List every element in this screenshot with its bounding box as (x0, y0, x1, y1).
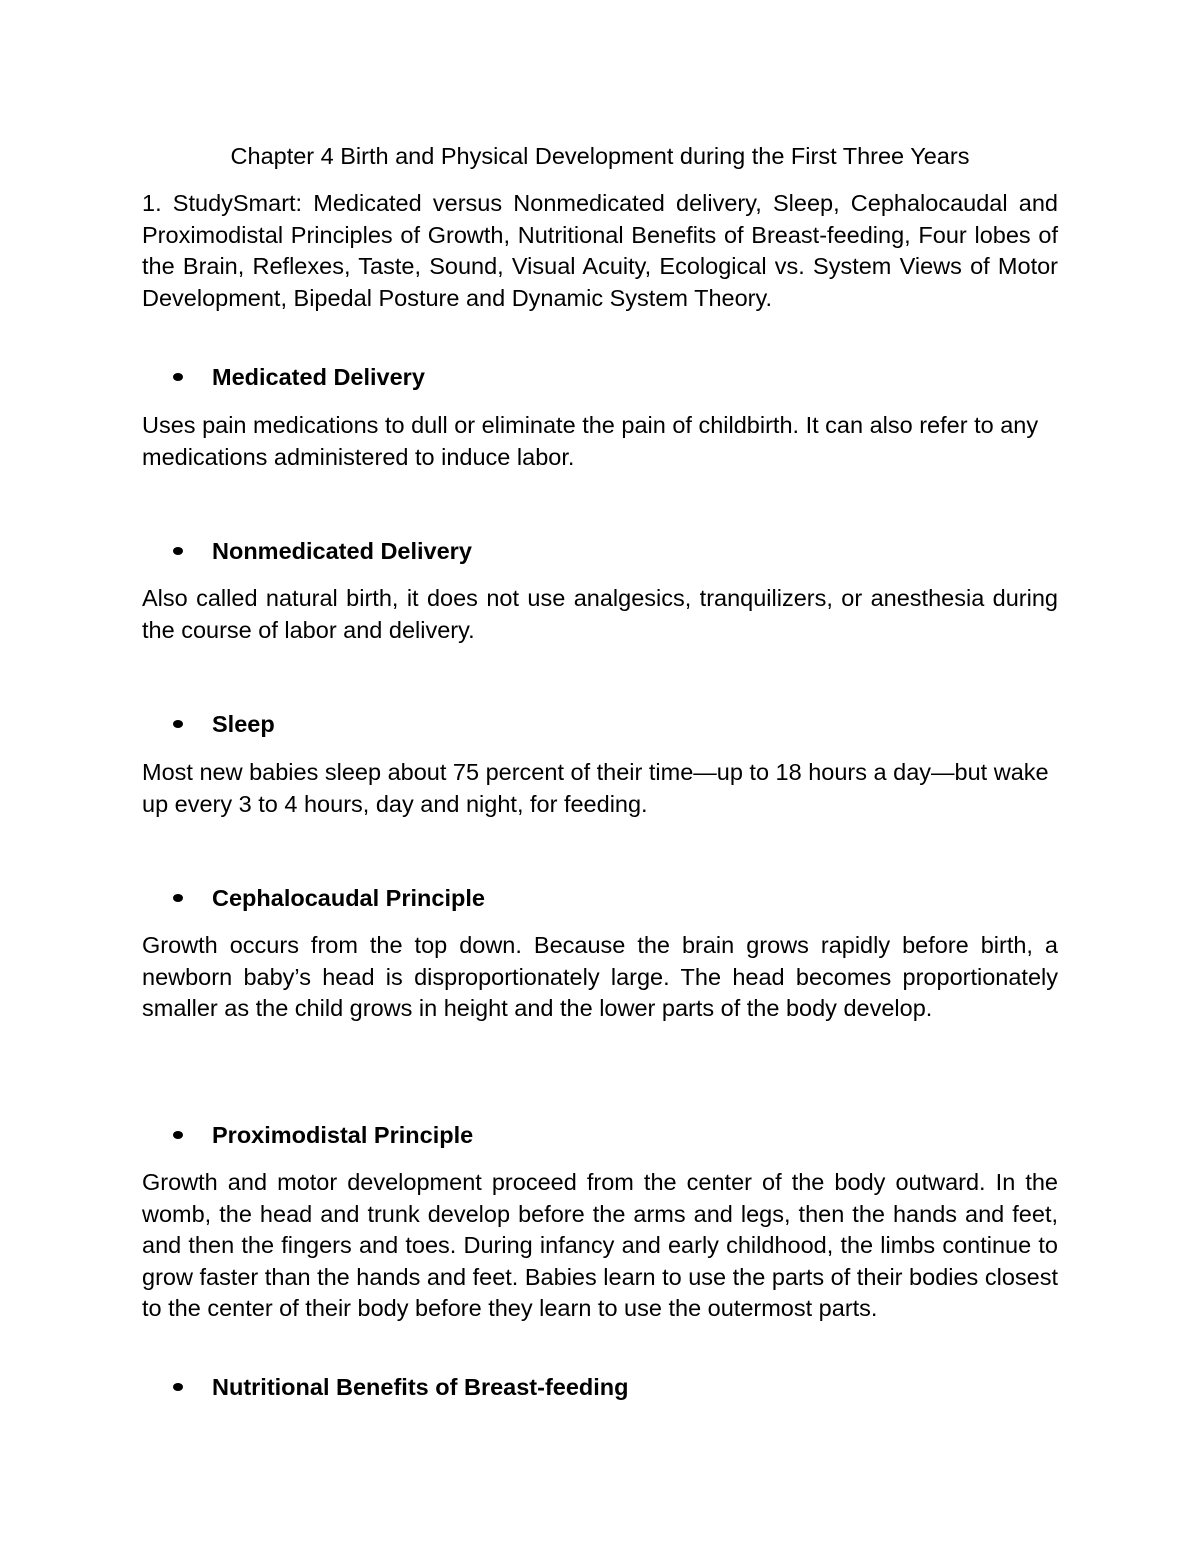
section-body: Also called natural birth, it does not use analgesics, tranquilizers, or anesthesia during the course of labor and delivery. (142, 585, 1058, 643)
section-heading-row (142, 1119, 1058, 1151)
section-heading-row (142, 882, 1058, 914)
section-heading: Cephalocaudal Principle (212, 885, 485, 911)
section-body: Most new babies sleep about 75 percent of their time—up to 18 hours a day—but wake up every 3 to 4 hours, day and night, for feeding. (142, 759, 1049, 817)
section-heading: Sleep (212, 711, 275, 737)
document-title: Chapter 4 Birth and Physical Development during the First Three Years (230, 143, 970, 169)
section-heading-row (142, 1371, 1058, 1403)
section-heading-row (142, 708, 1058, 740)
section-body: Growth occurs from the top down. Because the brain grows rapidly before birth, a newborn baby’s head is disproportionately large. The head becomes proportionately smaller as the child grows in height and the lower parts of the body develop. (142, 932, 1058, 1021)
bullet-icon (173, 1383, 183, 1391)
section-heading: Nonmedicated Delivery (212, 538, 472, 564)
section-heading: Nutritional Benefits of Breast-feeding (212, 1374, 629, 1400)
bullet-icon (173, 373, 183, 381)
bullet-icon (173, 894, 183, 902)
intro-paragraph: 1. StudySmart: Medicated versus Nonmedicated delivery, Sleep, Cephalocaudal and Proximodistal Principles of Growth, Nutritional Benefits of Breast-feeding, Four lobes of the Brain, Reflexes, Taste, Sound, Visual Acuity, Ecological vs. System Views of Motor Development, Bipedal Posture and Dynamic System Theory. (142, 190, 1058, 311)
section-heading-row (142, 361, 1058, 393)
bullet-icon (173, 720, 183, 728)
section-heading: Medicated Delivery (212, 364, 425, 390)
bullet-icon (173, 1131, 183, 1139)
section-heading: Proximodistal Principle (212, 1122, 474, 1148)
section-heading-row (142, 535, 1058, 567)
bullet-icon (173, 547, 183, 555)
section-body: Growth and motor development proceed from the center of the body outward. In the womb, the head and trunk develop before the arms and legs, then the hands and feet, and then the fingers and toes. During infancy and early childhood, the limbs continue to grow faster than the hands and feet. Babies learn to use the parts of their bodies closest to the center of their body before they learn to use the outermost parts. (142, 1169, 1058, 1321)
section-body: Uses pain medications to dull or eliminate the pain of childbirth. It can also refer to any medications administered to induce labor. (142, 412, 1039, 470)
